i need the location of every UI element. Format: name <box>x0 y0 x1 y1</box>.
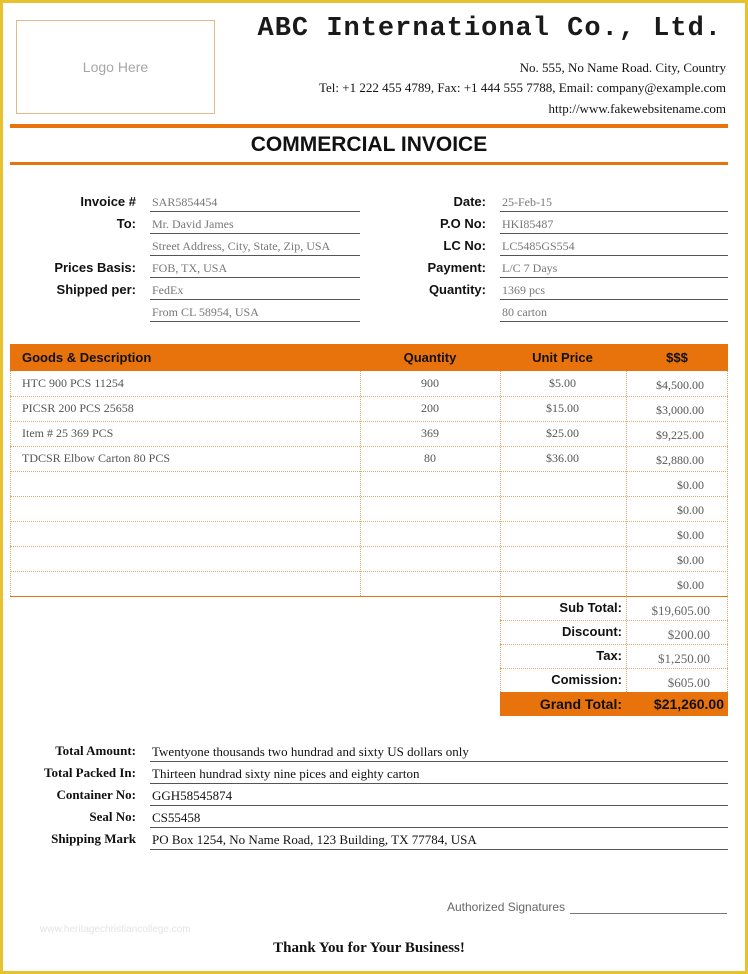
table-row-quantity: 200 <box>421 401 439 415</box>
table-row-quantity: 369 <box>421 426 439 440</box>
info-right-value: 25-Feb-15 <box>500 193 728 212</box>
shipment-info-label: Shipping Mark <box>51 831 136 846</box>
logo-placeholder: Logo Here <box>16 20 215 114</box>
title-bottom-rule <box>10 162 728 165</box>
table-row-amount: $0.00 <box>677 478 704 492</box>
signature-line <box>570 913 727 914</box>
totals-value: $605.00 <box>667 675 710 690</box>
table-row-divider <box>10 546 728 547</box>
info-right-label: P.O No: <box>440 216 486 231</box>
shipment-info-value: GGH58545874 <box>150 786 728 806</box>
company-address: No. 555, No Name Road. City, Country <box>519 60 726 75</box>
company-website: http://www.fakewebsitename.com <box>548 101 726 116</box>
shipment-info-value: Twentyone thousands two hundrad and sixty US dollars only <box>150 742 728 762</box>
table-row-amount: $3,000.00 <box>656 403 704 417</box>
info-left-label: Prices Basis: <box>54 260 136 275</box>
table-row-description: TDCSR Elbow Carton 80 PCS <box>22 451 171 465</box>
totals-label: Sub Total: <box>559 600 622 615</box>
info-left-value: From CL 58954, USA <box>150 303 360 322</box>
shipment-info-value: CS55458 <box>150 808 728 828</box>
info-right-label: Date: <box>453 194 486 209</box>
info-right-value: L/C 7 Days <box>500 259 728 278</box>
totals-label: Comission: <box>551 672 622 687</box>
totals-value: $19,605.00 <box>651 603 710 618</box>
table-row-unit-price: $5.00 <box>549 376 576 390</box>
table-row-divider <box>10 571 728 572</box>
info-right-label: Payment: <box>427 260 486 275</box>
shipment-info-label: Container No: <box>56 787 136 802</box>
table-row-quantity: 900 <box>421 376 439 390</box>
table-row-unit-price: $25.00 <box>546 426 579 440</box>
info-right-value: 1369 pcs <box>500 281 728 300</box>
info-right-label: LC No: <box>443 238 486 253</box>
info-left-label: Shipped per: <box>56 282 136 297</box>
table-row-unit-price: $36.00 <box>546 451 579 465</box>
table-row-divider <box>10 496 728 497</box>
info-right-value: HKI85487 <box>500 215 728 234</box>
col-header-unit-price: Unit Price <box>532 350 593 365</box>
grand-total-value: $21,260.00 <box>653 696 724 712</box>
col-header-description: Goods & Description <box>22 350 152 365</box>
table-row-divider <box>10 521 728 522</box>
table-row-description: PICSR 200 PCS 25658 <box>22 401 134 415</box>
totals-value: $200.00 <box>667 627 710 642</box>
info-right-label: Quantity: <box>428 282 486 297</box>
shipment-info-label: Total Amount: <box>55 743 136 758</box>
info-left-value: Street Address, City, State, Zip, USA <box>150 237 360 256</box>
table-row-divider <box>10 421 728 422</box>
totals-row-divider <box>500 668 728 669</box>
shipment-info-value: PO Box 1254, No Name Road, 123 Building, TX 77784, USA <box>150 830 728 850</box>
table-row-description: Item # 25 369 PCS <box>22 426 114 440</box>
col-header-quantity: Quantity <box>403 350 457 365</box>
shipment-info-label: Seal No: <box>89 809 136 824</box>
table-border-left <box>10 371 11 596</box>
totals-value: $1,250.00 <box>658 651 710 666</box>
table-row-unit-price: $15.00 <box>546 401 579 415</box>
table-row-amount: $0.00 <box>677 578 704 592</box>
table-row-amount: $2,880.00 <box>656 453 704 467</box>
info-right-value: LC5485GS554 <box>500 237 728 256</box>
watermark: www.heritagechristiancollege.com <box>40 924 191 935</box>
info-left-label: Invoice # <box>80 194 136 209</box>
thank-you-message: Thank You for Your Business! <box>273 940 465 956</box>
info-left-value: Mr. David James <box>150 215 360 234</box>
totals-row-divider <box>500 644 728 645</box>
table-row-amount: $0.00 <box>677 553 704 567</box>
company-name: ABC International Co., Ltd. <box>257 14 722 44</box>
company-contact: Tel: +1 222 455 4789, Fax: +1 444 555 7788, Email: company@example.com <box>319 80 726 95</box>
totals-label: Tax: <box>596 648 622 663</box>
grand-total-label: Grand Total: <box>539 696 622 712</box>
table-row-description: HTC 900 PCS 11254 <box>22 376 124 390</box>
info-right-value: 80 carton <box>500 303 728 322</box>
info-left-value: FedEx <box>150 281 360 300</box>
info-left-label: To: <box>116 216 136 231</box>
table-row-divider <box>10 471 728 472</box>
col-header-amount: $$$ <box>666 350 688 365</box>
table-row-amount: $9,225.00 <box>656 428 704 442</box>
title-top-rule <box>10 124 728 128</box>
table-row-divider <box>10 396 728 397</box>
totals-row-divider <box>500 620 728 621</box>
table-row-amount: $4,500.00 <box>656 378 704 392</box>
shipment-info-label: Total Packed In: <box>44 765 136 780</box>
shipment-info-value: Thirteen hundrad sixty nine pices and eighty carton <box>150 764 728 784</box>
invoice-title: COMMERCIAL INVOICE <box>250 133 488 156</box>
table-row-divider <box>10 446 728 447</box>
table-bottom-rule <box>10 596 728 597</box>
info-left-value: FOB, TX, USA <box>150 259 360 278</box>
table-row-amount: $0.00 <box>677 503 704 517</box>
table-row-quantity: 80 <box>424 451 436 465</box>
info-left-value: SAR5854454 <box>150 193 360 212</box>
totals-label: Discount: <box>562 624 622 639</box>
table-row-amount: $0.00 <box>677 528 704 542</box>
signature-label: Authorized Signatures <box>447 900 566 914</box>
table-border-right <box>727 371 728 596</box>
